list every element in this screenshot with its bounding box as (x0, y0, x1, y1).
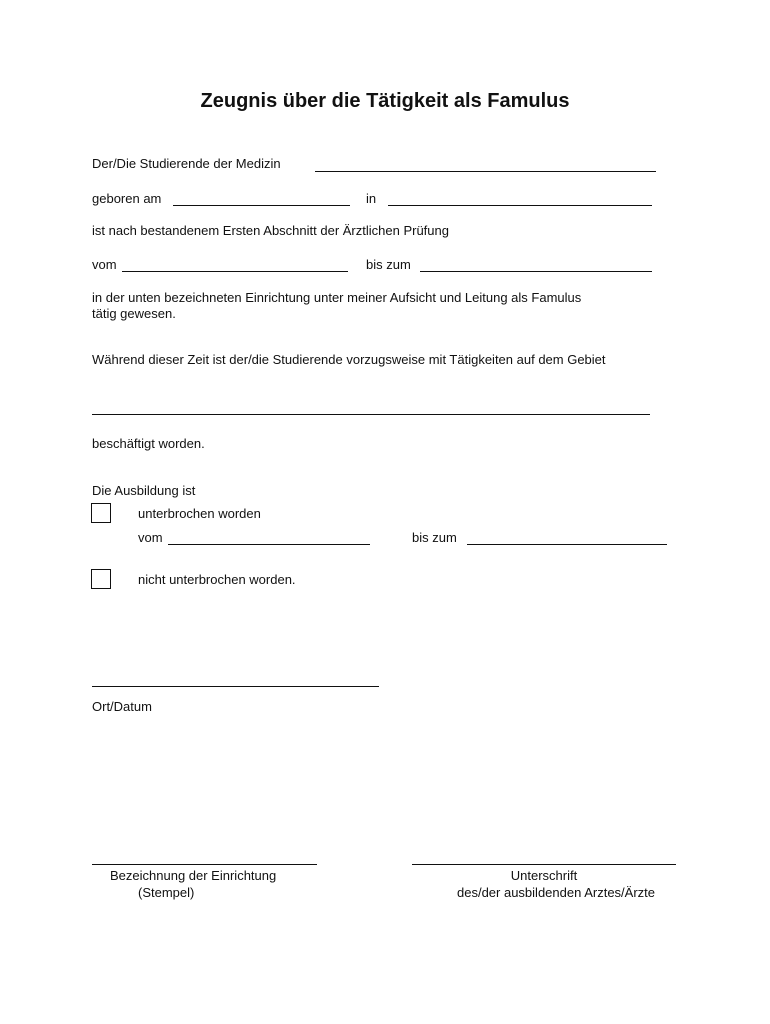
interrupted-until-field[interactable] (467, 544, 667, 545)
page-title: Zeugnis über die Tätigkeit als Famulus (200, 90, 570, 112)
training-label: Die Ausbildung ist (92, 483, 196, 498)
field-of-activity-field[interactable] (92, 414, 650, 415)
interrupted-checkbox[interactable] (91, 503, 111, 523)
student-name-field[interactable] (315, 171, 656, 172)
until-date-field[interactable] (420, 271, 652, 272)
until-label: bis zum (366, 257, 411, 272)
birthplace-field[interactable] (388, 205, 652, 206)
exam-text: ist nach bestandenem Ersten Abschnitt der Ärztlichen Prüfung (92, 223, 449, 238)
from-label: vom (92, 257, 117, 272)
from-date-field[interactable] (122, 271, 348, 272)
place-date-field[interactable] (92, 686, 379, 687)
not-interrupted-label: nicht unterbrochen worden. (138, 572, 296, 587)
signature-label: Unterschrift (510, 868, 578, 883)
in-label: in (366, 191, 377, 206)
not-interrupted-checkbox[interactable] (91, 569, 111, 589)
place-date-label: Ort/Datum (92, 699, 152, 714)
student-label: Der/Die Studierende der Medizin (92, 156, 281, 171)
born-label: geboren am (92, 191, 162, 206)
stamp-label: (Stempel) (138, 885, 195, 900)
signature-sub-label: des/der ausbildenden Arztes/Ärzte (457, 885, 656, 900)
facility-text-line-1: in der unten bezeichneten Einrichtung unter meiner Aufsicht und Leitung als Famulus (92, 290, 582, 305)
signature-field[interactable] (412, 864, 676, 865)
institution-field[interactable] (92, 864, 317, 865)
institution-label: Bezeichnung der Einrichtung (110, 868, 277, 883)
birthdate-field[interactable] (173, 205, 350, 206)
facility-text-line-2: tätig gewesen. (92, 306, 176, 321)
activities-text: Während dieser Zeit ist der/die Studierende vorzugsweise mit Tätigkeiten auf dem Gebiet (92, 352, 606, 367)
interrupted-label: unterbrochen worden (138, 506, 261, 521)
interrupted-from-field[interactable] (168, 544, 370, 545)
employed-text: beschäftigt worden. (92, 436, 205, 451)
interrupted-until-label: bis zum (412, 530, 457, 545)
interrupted-from-label: vom (138, 530, 163, 545)
